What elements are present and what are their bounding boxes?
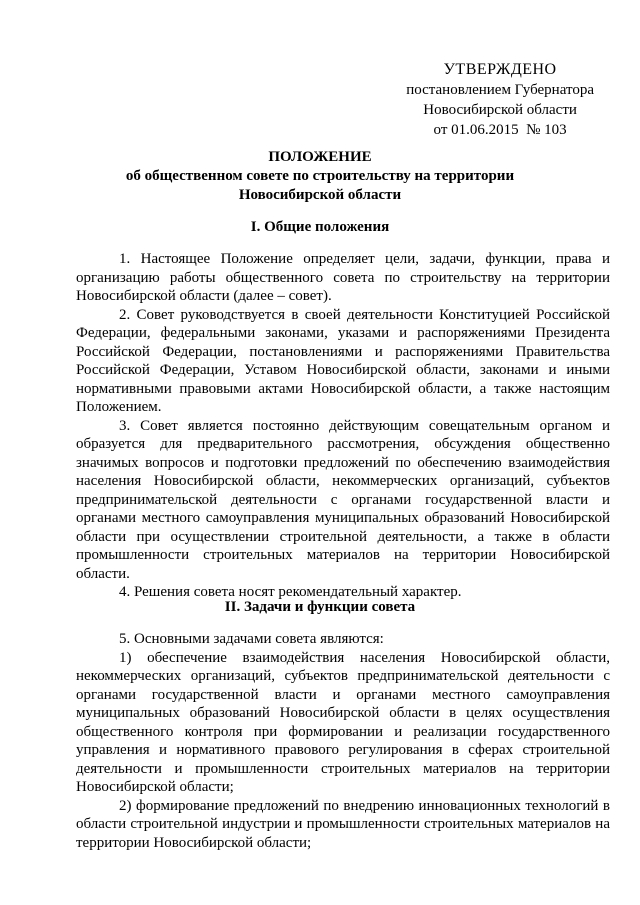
approval-stamp	[406, 60, 594, 140]
document-title-line: ПОЛОЖЕНИЕ	[268, 149, 372, 165]
approval-date: от 01.06.2015 № 103	[433, 122, 567, 138]
paragraph: 1) обеспечение взаимодействия населения Новосибирской области, некоммерческих организаций, субъектов предпринимательской деятельности с органами государственной власти и органами местного самоуправления муниципальных образований Новосибирской области в целях осуществления общественного контроля при формировании и реализации государственного управления и нормативного правового регулирования в сферах строительной деятельности и промышленности строительных материалов на территории Новосибирской области;	[76, 649, 610, 795]
section-body	[76, 250, 610, 602]
section-heading: I. Общие положения	[250, 219, 390, 235]
approval-title: УТВЕРЖДЕНО	[443, 61, 557, 78]
paragraph: 3. Совет является постоянно действующим совещательным органом и образуется для предварительного рассмотрения, обсуждения общественно значимых вопросов и подготовки предложений по обеспечению взаимодействия населения Новосибирской области, некоммерческих организаций, субъектов предпринимательской деятельности с органами государственной власти и органами местного самоуправления муниципальных образований Новосибирской области при осуществлении строительной деятельности, а также в области промышленности строительных материалов на территории Новосибирской области.	[76, 417, 610, 582]
document-title-line: Новосибирской области	[238, 187, 402, 203]
document-title-line: об общественном совете по строительству на территории	[125, 168, 515, 184]
approval-line: постановлением Губернатора	[406, 82, 594, 98]
document-title	[0, 148, 640, 205]
section-heading: II. Задачи и функции совета	[224, 599, 416, 615]
section-body	[76, 630, 610, 852]
paragraph: 4. Решения совета носят рекомендательный характер.	[119, 584, 462, 600]
approval-line: Новосибирской области	[423, 102, 577, 118]
paragraph: 2) формирование предложений по внедрению инновационных технологий в области строительной индустрии и промышленности строительных материалов на территории Новосибирской области;	[76, 797, 610, 851]
paragraph: 5. Основными задачами совета являются:	[119, 631, 384, 647]
paragraph: 2. Совет руководствуется в своей деятельности Конституцией Российской Федерации, федеральными законами, указами и распоряжениями Президента Российской Федерации, постановлениями и распоряжениями Правительства Российской Федерации, Уставом Новосибирской области, законами и иными нормативными правовыми актами Новосибирской области, а также настоящим Положением.	[76, 306, 610, 415]
paragraph: 1. Настоящее Положение определяет цели, задачи, функции, права и организацию работы общественного совета по строительству на территории Новосибирской области (далее – совет).	[76, 251, 610, 304]
